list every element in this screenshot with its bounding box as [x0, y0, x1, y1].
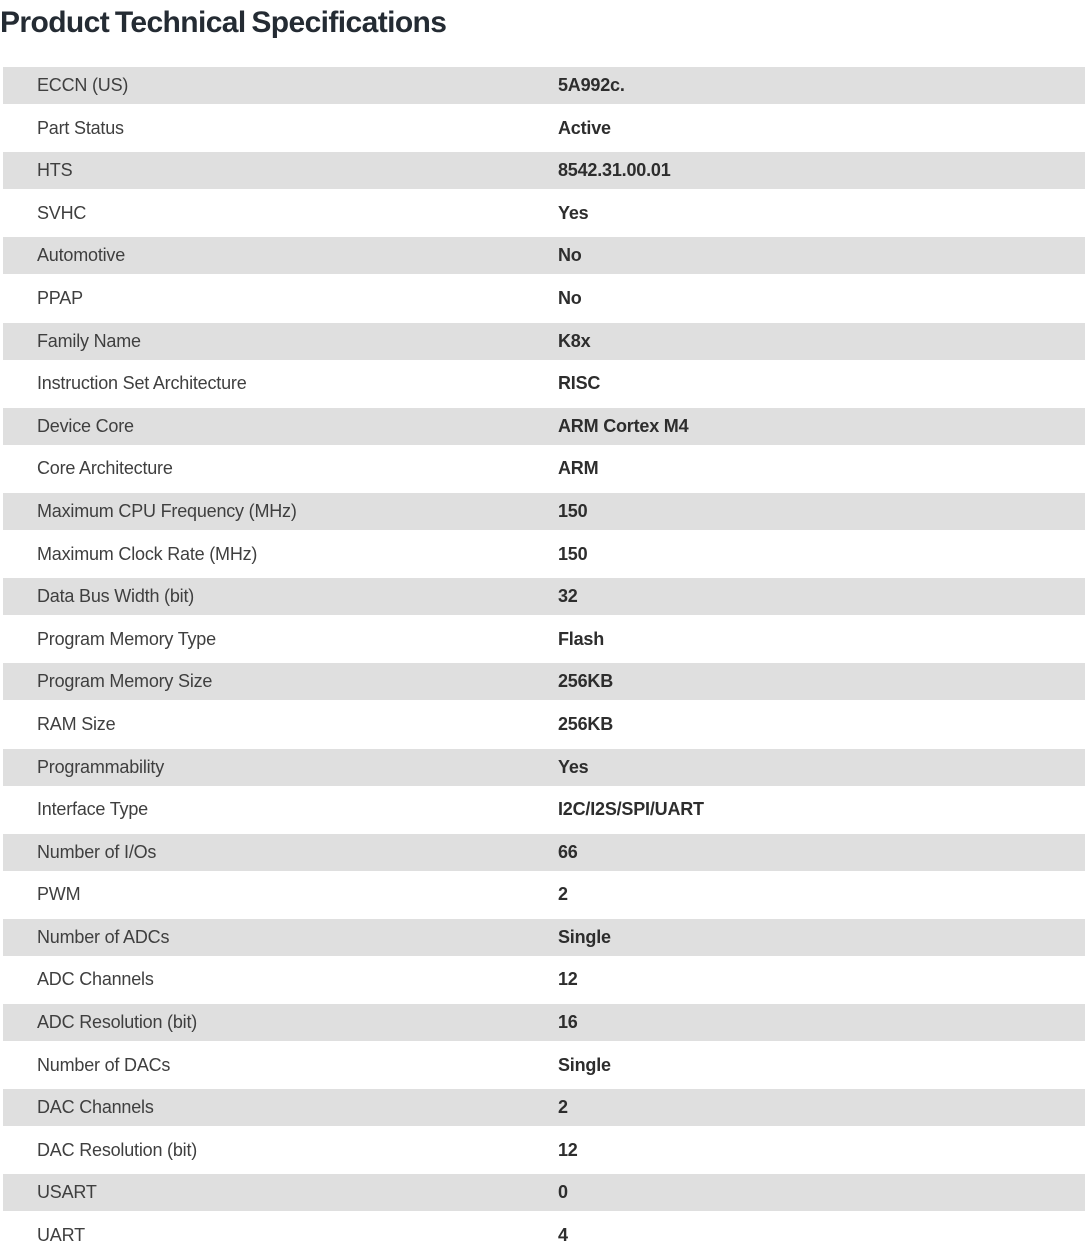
spec-value: 12	[558, 969, 578, 990]
spec-row	[3, 152, 1085, 189]
spec-row	[3, 1047, 1085, 1084]
spec-value: Flash	[558, 628, 605, 649]
spec-row	[3, 834, 1085, 871]
spec-value: ARM	[558, 458, 599, 479]
spec-value: 8542.31.00.01	[558, 160, 671, 181]
spec-value: 0	[558, 1182, 568, 1203]
spec-label: Program Memory Type	[37, 628, 216, 649]
spec-label: ECCN (US)	[37, 75, 129, 95]
spec-value: ARM Cortex M4	[558, 415, 689, 436]
spec-row	[3, 1004, 1085, 1041]
spec-label: Data Bus Width (bit)	[37, 586, 195, 607]
spec-row	[3, 536, 1085, 573]
spec-row	[3, 365, 1085, 402]
spec-label: USART	[37, 1182, 97, 1203]
spec-label: Interface Type	[37, 799, 148, 820]
spec-value: 5A992c.	[558, 75, 625, 95]
spec-value: 150	[558, 543, 588, 564]
spec-label: Core Architecture	[37, 458, 173, 479]
spec-label: Automotive	[37, 245, 126, 266]
spec-label: ADC Channels	[37, 969, 154, 990]
spec-label: Number of I/Os	[37, 841, 157, 862]
spec-value: 256KB	[558, 671, 614, 692]
spec-label: RAM Size	[37, 713, 116, 734]
spec-value: I2C/I2S/SPI/UART	[558, 799, 704, 820]
spec-row	[3, 450, 1085, 487]
spec-value: 66	[558, 841, 578, 862]
spec-value: K8x	[558, 330, 591, 351]
spec-label: Maximum CPU Frequency (MHz)	[37, 500, 297, 521]
spec-label: Family Name	[37, 330, 141, 351]
spec-label: HTS	[37, 160, 73, 181]
spec-table	[3, 67, 1085, 1250]
spec-label: DAC Channels	[37, 1097, 154, 1118]
spec-row	[3, 621, 1085, 658]
spec-row	[3, 67, 1085, 104]
spec-label: UART	[37, 1225, 85, 1246]
spec-row	[3, 1089, 1085, 1126]
spec-label: Device Core	[37, 415, 134, 436]
spec-row	[3, 195, 1085, 232]
spec-label: Instruction Set Architecture	[37, 373, 247, 394]
spec-row	[3, 323, 1085, 360]
spec-label: PWM	[37, 884, 81, 905]
spec-value: 4	[558, 1225, 568, 1246]
spec-value: 2	[558, 884, 568, 905]
spec-row	[3, 280, 1085, 317]
spec-row	[3, 493, 1085, 530]
spec-label: ADC Resolution (bit)	[37, 1012, 198, 1033]
spec-row	[3, 749, 1085, 786]
spec-row	[3, 1174, 1085, 1211]
spec-value: 32	[558, 586, 578, 607]
spec-label: PPAP	[37, 287, 83, 308]
spec-value: Single	[558, 926, 611, 947]
spec-row	[3, 663, 1085, 700]
spec-row	[3, 791, 1085, 828]
spec-label: Maximum Clock Rate (MHz)	[37, 543, 258, 564]
spec-value: Single	[558, 1054, 611, 1075]
spec-row	[3, 237, 1085, 274]
spec-row	[3, 706, 1085, 743]
spec-label: Part Status	[37, 117, 124, 138]
spec-value: 16	[558, 1012, 578, 1033]
spec-label: Program Memory Size	[37, 671, 213, 692]
spec-row	[3, 961, 1085, 998]
spec-value: Active	[558, 117, 611, 138]
spec-value: Yes	[558, 756, 589, 777]
spec-row	[3, 876, 1085, 913]
spec-value: 150	[558, 500, 588, 521]
spec-value: 12	[558, 1139, 578, 1160]
spec-label: Number of DACs	[37, 1054, 171, 1075]
spec-value: 2	[558, 1097, 568, 1118]
spec-row	[3, 110, 1085, 147]
spec-row	[3, 1132, 1085, 1169]
spec-label: Programmability	[37, 756, 165, 777]
spec-value: Yes	[558, 202, 589, 223]
spec-value: 256KB	[558, 713, 614, 734]
spec-label: Number of ADCs	[37, 926, 170, 947]
spec-row	[3, 1217, 1085, 1250]
page-title: Product Technical Specifications	[0, 6, 447, 39]
spec-row	[3, 408, 1085, 445]
spec-value: No	[558, 245, 582, 266]
spec-row	[3, 919, 1085, 956]
spec-label: DAC Resolution (bit)	[37, 1139, 198, 1160]
spec-label: SVHC	[37, 202, 87, 223]
spec-value: No	[558, 287, 582, 308]
spec-value: RISC	[558, 373, 601, 394]
spec-row	[3, 578, 1085, 615]
